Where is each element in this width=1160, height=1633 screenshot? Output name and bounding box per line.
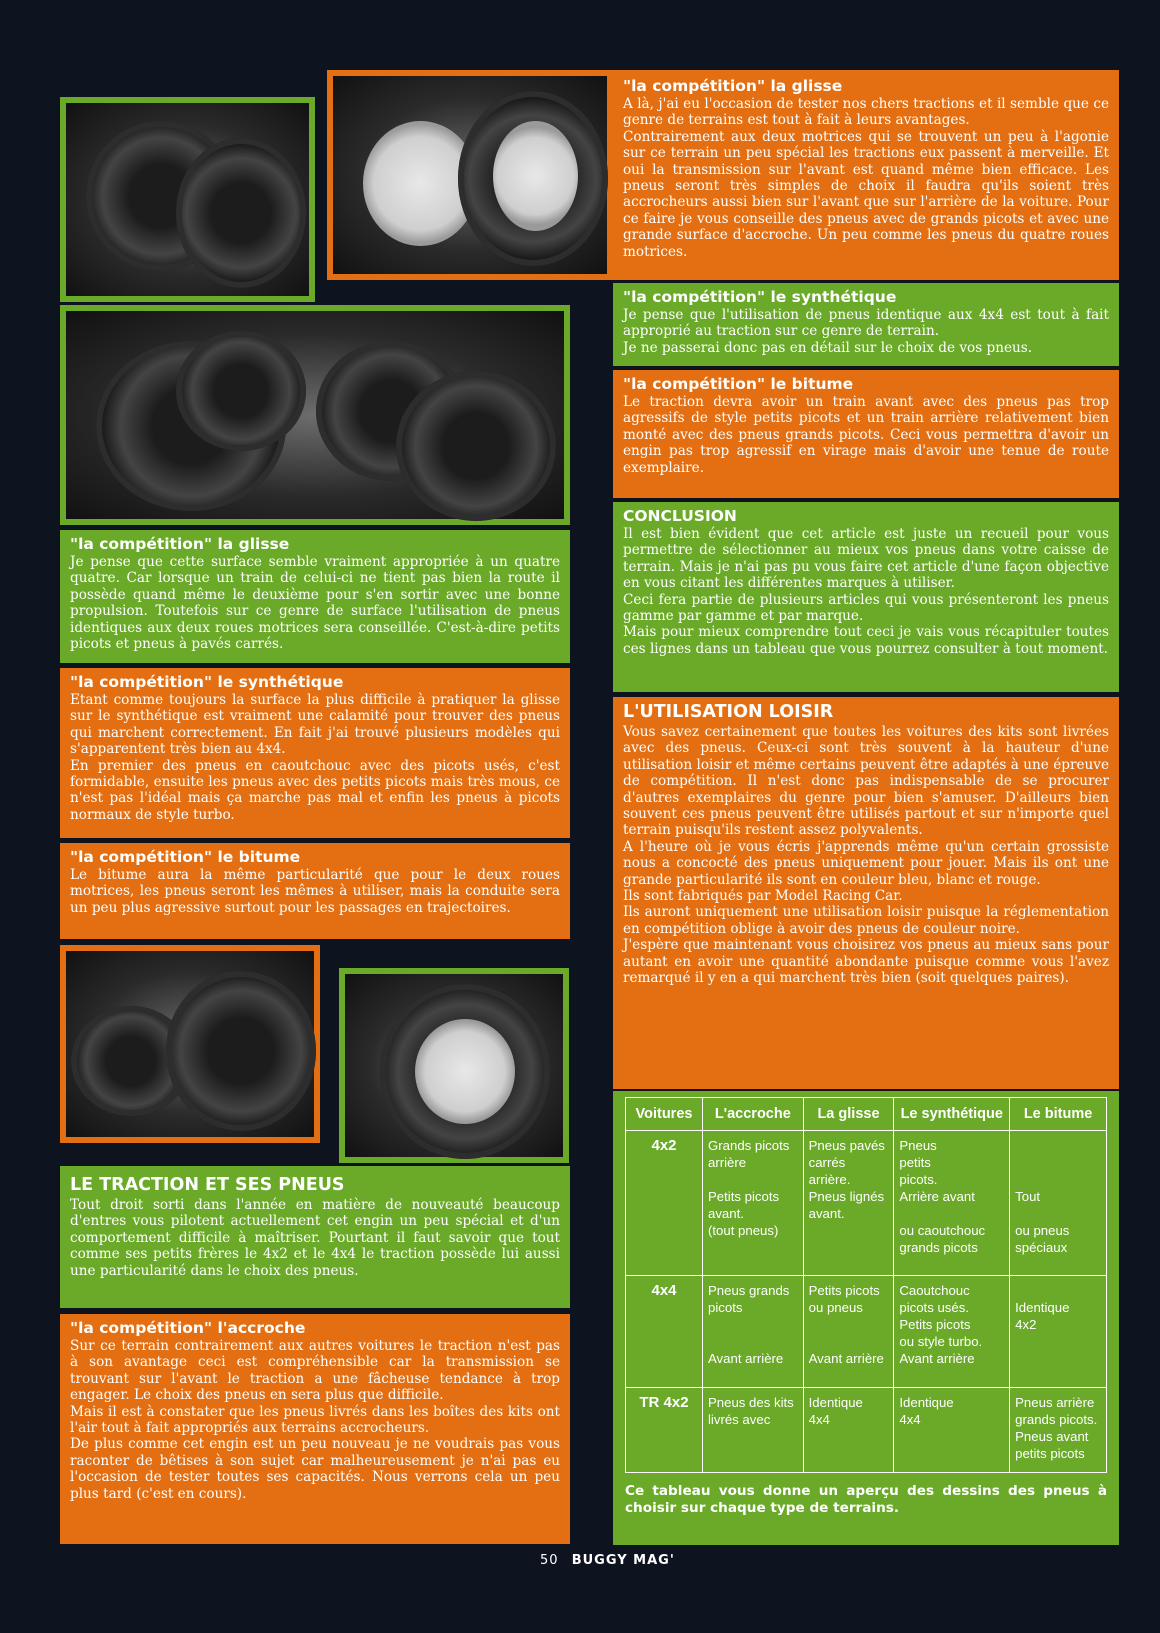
photo-tires-white-rim [327,70,613,280]
table-row [626,1388,1107,1473]
right-synthetique-section [613,283,1119,366]
section-title: "la compétition" le synthétique [623,288,897,306]
section-text: Vous savez certainement que toutes les voitures des kits sont livrées avec des pneus. Ceux-ci sont très souvent à la hauteur d'une utilisation loisir et même certains peuvent être adaptés à une épreuve de compétition. Il n'est donc pas indispensable de se procurer d'autres exemplaires du genre pour bien s'amuser. D'ailleurs bien souvent ces pneus peuvent être utilisés partout et sur n'importe quel terrain puisqu'ils restent assez polyvalents. A l'heure où je vous écris j'apprends même qu'un certain grossiste nous a concocté des pneus uniquement pour jouer. Mais ils ont une grande particularité ils sont en couleur bleu, blanc et rouge. Ils sont fabriqués par Model Racing Car. Ils auront uniquement une utilisation loisir puisque la réglementation en compétition oblige à avoir des pneus de couleur noire. J'espère que maintenant vous choisirez vos pneus au mieux sans pour autant en avoir une quantité abondante puisque comme vous l'avez remarqué il y en a qui marchent très bien (soit quelques paires). [623,724,1109,987]
section-text: Etant comme toujours la surface la plus difficile à pratiquer la glisse sur le synthétique est vraiment une calamité pour trouver des pneus qui marchent correctement. En fait j'ai trouvé plusieurs modèles qui s'apparentent très bien au 4x4. En premier des pneus en caoutchouc avec des picots usés, c'est formidable, ensuite les pneus avec des petits picots mais très mous, ce n'est pas l'idéal mais ça marche pas mal et enfin les pneus à picots normaux de style turbo. [70,692,560,823]
section-text: Sur ce terrain contrairement aux autres voitures le traction n'est pas à son avantage ceci est compréhensible car la transmission se trouvant sur l'avant le traction a une fâcheuse tendance à trop engager. Le choix des pneus en sera plus que difficile. Mais il est à constater que les pneus livrés dans les boîtes des kits ont l'air tout à fait appropriés aux terrains accrocheurs. De plus comme cet engin est un peu nouveau je ne voudrais pas vous raconter de bêtises à son sujet car malheureusement je n'ai pas eu l'occasion de tester toutes ses capacités. Nous verrons cela un peu plus tard (c'est en cours). [70,1338,560,1502]
table-cell: Caoutchouc picots usés. Petits picots ou style turbo. Avant arrière [894,1276,1010,1388]
photo-tire-spoke-rim [339,968,569,1163]
section-title: "la compétition" le synthétique [70,673,344,691]
table-cell: Petits picots ou pneus Avant arrière [803,1276,894,1388]
section-text: Je pense que cette surface semble vraiment appropriée à un quatre quatre. Car lorsque un train de celui-ci ne tient pas bien la route il possède quand même le deuxième pour s'en sortir avec une bonne propulsion. Toutefois sur ce genre de surface l'utilisation de pneus identiques aux deux roues motrices sera conseillée. C'est-à-dire petits picots et pneus à pavés carrés. [70,554,560,653]
table-cell: Pneus grands picots Avant arrière [703,1276,804,1388]
left-accroche-section [60,1314,570,1544]
table-header: Le bitume [1010,1098,1107,1131]
table-cell: Identique 4x2 [1010,1276,1107,1388]
table-row [626,1276,1107,1388]
table-cell: Tout ou pneus spéciaux [1010,1131,1107,1276]
section-text: Je pense que l'utilisation de pneus identique aux 4x4 est tout à fait approprié au traction sur ce genre de terrain. Je ne passerai donc pas en détail sur le choix de vos pneus. [623,307,1109,356]
table-row [626,1131,1107,1276]
section-title: "la compétition" le bitume [623,375,854,393]
table-cell: Pneus des kits livrés avec [703,1388,804,1473]
table-cell: Pneus arrière grands picots. Pneus avant petits picots [1010,1388,1107,1473]
traction-section [60,1166,570,1308]
left-synthetique-section [60,668,570,838]
table-cell: Pneus pavés carrés arrière. Pneus lignés avant. [803,1131,894,1276]
section-text: A là, j'ai eu l'occasion de tester nos chers tractions et il semble que ce genre de terrains est tout à fait à leurs avantages. Contrairement aux deux motrices qui se trouvent un peu à l'agonie sur ce terrain un peu spécial les tractions eux passent à merveille. Et oui la transmission sur l'avant est quand même bien efficace. Les pneus seront très simples de choix il faudra qu'ils soient très accrocheurs aussi bien sur l'avant que sur l'arrière de la voiture. Pour ce faire je vous conseille des pneus avec de grands picots et avec une grande surface d'accroche. Un peu comme les pneus du quatre roues motrices. [623,96,1109,260]
section-text: Le bitume aura la même particularité que pour le deux roues motrices, les pneus seront les mêmes à utiliser, mais la conduite sera un peu plus agressive surtout pour les passages en trajectoires. [70,867,560,916]
section-text: Tout droit sorti dans l'année en matière de nouveauté beaucoup d'entres vous pilotent actuellement cet engin un peu spécial et d'un comportement difficile à maîtriser. Pourtant il faut savoir que tout comme ses petits frères le 4x2 et le 4x4 le traction possède lui aussi une particularité dans le choix des pneus. [70,1197,560,1279]
table-cell: Pneus petits picots. Arrière avant ou caoutchouc grands picots [894,1131,1010,1276]
table-header-row [626,1098,1107,1131]
tire-summary-table [625,1097,1107,1473]
section-title: L'UTILISATION LOISIR [623,702,834,722]
section-text: Il est bien évident que cet article est juste un recueil pour vous permettre de sélectionner au mieux vos pneus dans votre caisse de terrain. Mais je n'ai pas pu vous faire cet article d'une façon objective en vous citant les différentes marques à utiliser. Ceci fera partie de plusieurs articles qui vous présenteront les pneus gamme par gamme et par marque. Mais pour mieux comprendre tout ceci je vais vous récapituler toutes ces lignes dans un tableau que vous pourrez consulter à tout moment. [623,526,1109,657]
page-number: 50 [540,1553,559,1568]
table-header: Voitures [626,1098,703,1131]
photo-tires-four [60,305,570,525]
section-title: "la compétition" la glisse [623,77,843,95]
magazine-name: BUGGY MAG' [571,1553,675,1568]
table-header: Le synthétique [894,1098,1010,1131]
loisir-section [613,697,1119,1089]
section-title: "la compétition" le bitume [70,848,301,866]
photo-tires-spiked-pair [60,97,315,302]
table-cell: TR 4x2 [626,1388,703,1473]
section-title: LE TRACTION ET SES PNEUS [70,1175,345,1195]
conclusion-section [613,502,1119,692]
right-bitume-section [613,370,1119,498]
page-footer [540,1553,675,1568]
table-cell: Identique 4x4 [894,1388,1010,1473]
summary-table-section [613,1091,1119,1545]
section-title: CONCLUSION [623,507,737,525]
table-header: La glisse [803,1098,894,1131]
photo-tires-rear-pair [60,945,320,1143]
table-cell: 4x4 [626,1276,703,1388]
left-bitume-section [60,843,570,939]
right-glisse-section [613,70,1119,280]
table-header: L'accroche [703,1098,804,1131]
table-caption: Ce tableau vous donne un aperçu des dessins des pneus à choisir sur chaque type de terrains. [625,1483,1107,1516]
table-cell: 4x2 [626,1131,703,1276]
table-cell: Grands picots arrière Petits picots avant. (tout pneus) [703,1131,804,1276]
section-title: "la compétition" l'accroche [70,1319,306,1337]
table-cell: Identique 4x4 [803,1388,894,1473]
section-text: Le traction devra avoir un train avant avec des pneus pas trop agressifs de style petits picots et un train arrière relativement bien monté avec des pneus grands picots. Ceci vous permettra d'avoir un engin pas trop agressif en virage mais d'avoir une tenue de route exemplaire. [623,394,1109,476]
section-title: "la compétition" la glisse [70,535,290,553]
left-glisse-section [60,530,570,663]
